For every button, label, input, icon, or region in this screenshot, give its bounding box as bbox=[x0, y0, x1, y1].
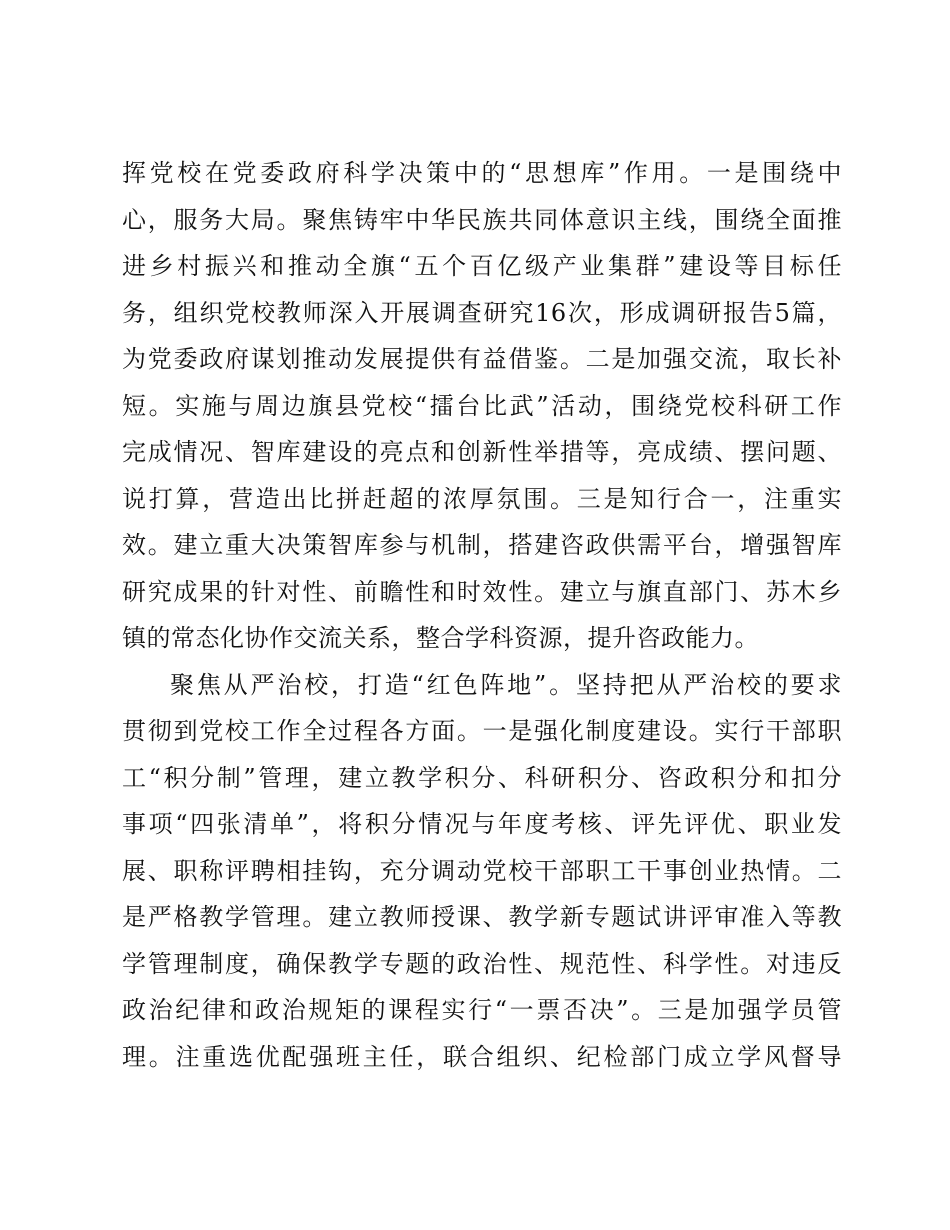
text-line: 务，组织党校教师深入开展调查研究16次，形成调研报告5篇， bbox=[122, 298, 842, 327]
paragraph-1 bbox=[122, 150, 842, 662]
paragraph-2 bbox=[122, 662, 842, 1081]
text-line: 是严格教学管理。建立教师授课、教学新专题试讲评审准入等教 bbox=[122, 903, 842, 931]
text-line: 聚焦从严治校，打造“红色阵地”。坚持把从严治校的要求 bbox=[170, 670, 842, 699]
text-line: 短。实施与周边旗县党校“擂台比武”活动，围绕党校科研工作 bbox=[122, 391, 842, 420]
text-line: 镇的常态化协作交流关系，整合学科资源，提升咨政能力。 bbox=[122, 624, 759, 652]
text-line: 政治纪律和政治规矩的课程实行“一票否决”。三是加强学员管 bbox=[122, 996, 842, 1024]
text-line: 为党委政府谋划推动发展提供有益借鉴。二是加强交流，取长补 bbox=[122, 345, 842, 373]
text-line: 完成情况、智库建设的亮点和创新性举措等，亮成绩、摆问题、 bbox=[122, 438, 842, 466]
text-line: 进乡村振兴和推动全旗“五个百亿级产业集群”建设等目标任 bbox=[122, 252, 842, 280]
text-line: 研究成果的针对性、前瞻性和时效性。建立与旗直部门、苏木乡 bbox=[122, 577, 842, 606]
text-line: 挥党校在党委政府科学决策中的“思想库”作用。一是围绕中 bbox=[122, 159, 842, 187]
text-line: 理。注重选优配强班主任，联合组织、纪检部门成立学风督导 bbox=[122, 1042, 842, 1071]
body-text bbox=[122, 150, 842, 1080]
text-line: 心，服务大局。聚焦铸牢中华民族共同体意识主线，围绕全面推 bbox=[122, 205, 842, 234]
text-line: 展、职称评聘相挂钩，充分调动党校干部职工干事创业热情。二 bbox=[122, 856, 842, 885]
text-line: 工“积分制”管理，建立教学积分、科研积分、咨政积分和扣分 bbox=[122, 763, 842, 792]
text-line: 效。建立重大决策智库参与机制，搭建咨政供需平台，增强智库 bbox=[122, 531, 842, 559]
text-line: 事项“四张清单”，将积分情况与年度考核、评先评优、职业发 bbox=[122, 810, 842, 838]
text-line: 说打算，营造出比拼赶超的浓厚氛围。三是知行合一，注重实 bbox=[122, 484, 842, 513]
text-line: 贯彻到党校工作全过程各方面。一是强化制度建设。实行干部职 bbox=[122, 717, 842, 745]
text-line: 学管理制度，确保教学专题的政治性、规范性、科学性。对违反 bbox=[122, 949, 842, 978]
